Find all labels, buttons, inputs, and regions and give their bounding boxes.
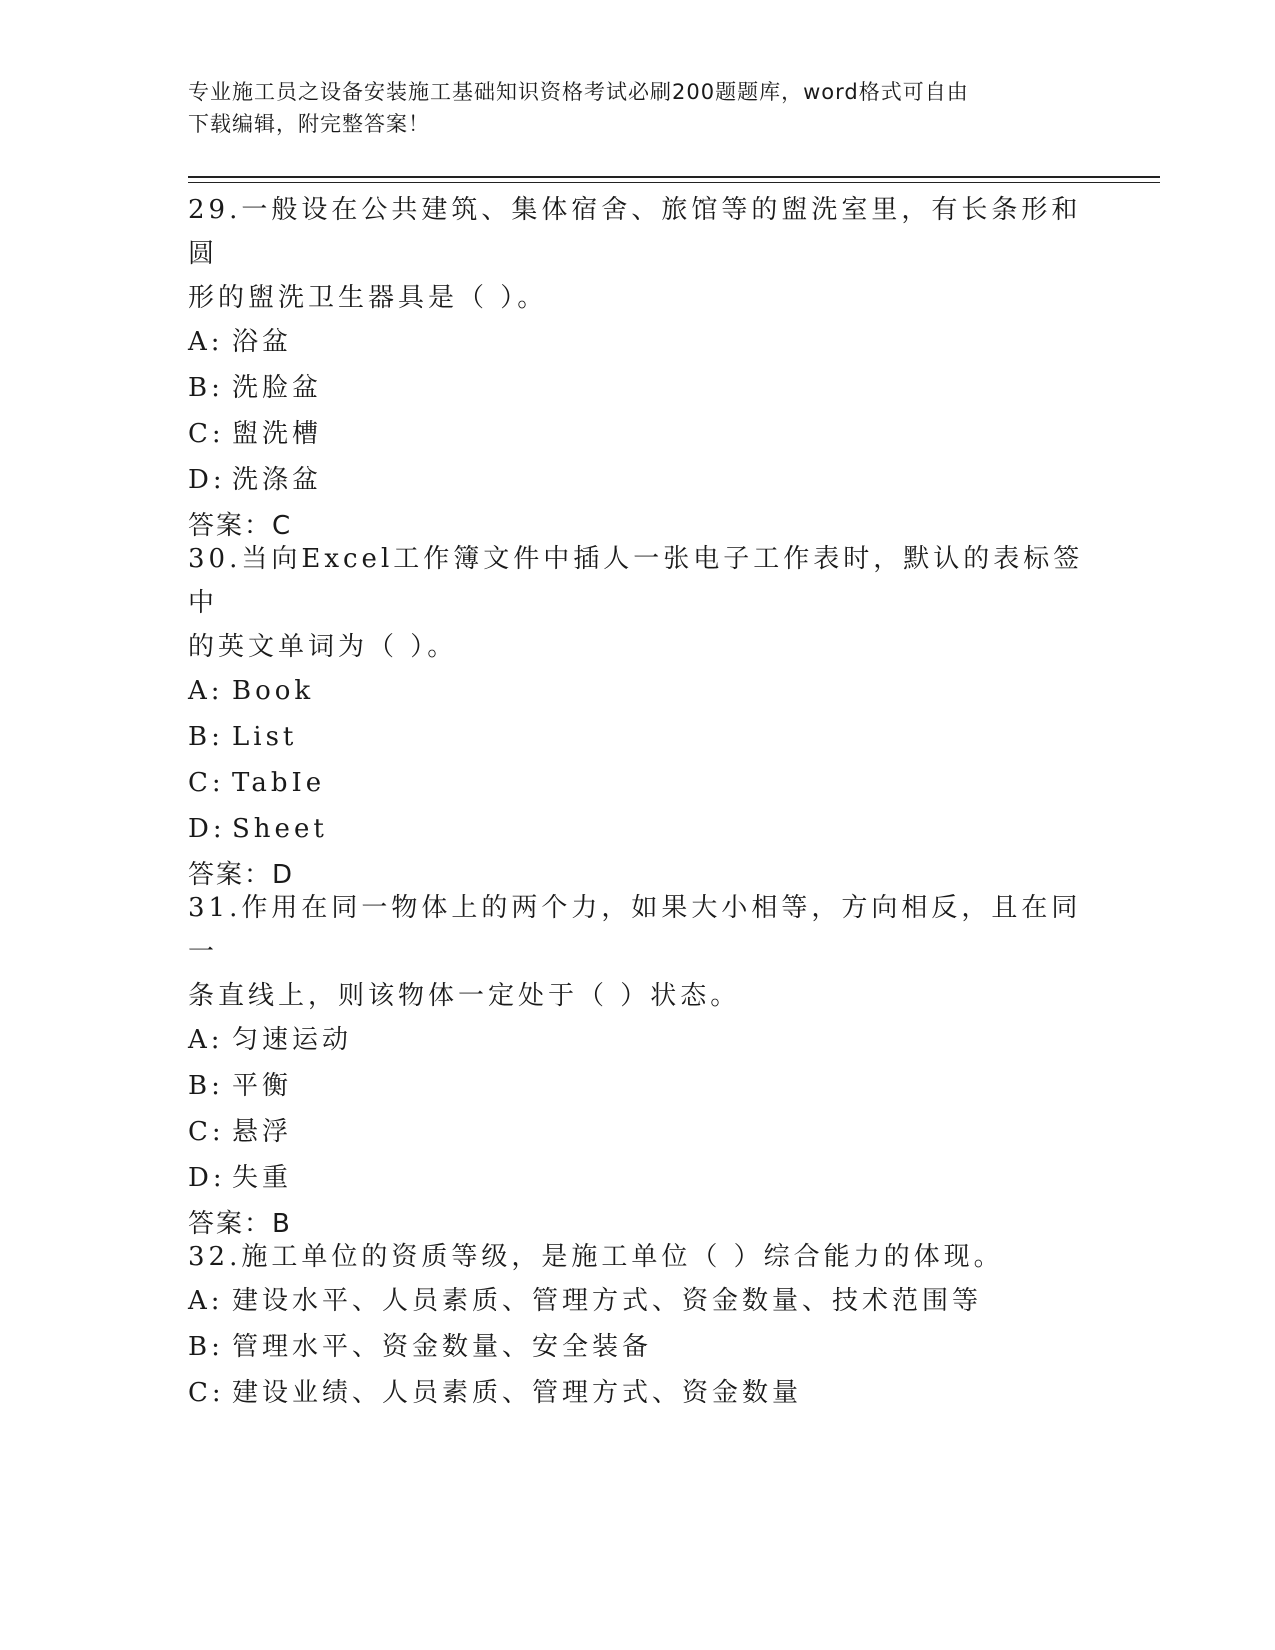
option-text: 匀速运动 bbox=[232, 1025, 353, 1055]
option-c bbox=[188, 412, 1088, 458]
option-c bbox=[188, 761, 1088, 807]
option-letter: B: bbox=[188, 1332, 224, 1362]
question-stem-line-1: 31.作用在同一物体上的两个力，如果大小相等，方向相反，且在同一 bbox=[188, 893, 1082, 967]
option-letter: B: bbox=[188, 1071, 224, 1101]
option-b bbox=[188, 1064, 1088, 1110]
question-29 bbox=[188, 188, 1088, 550]
question-31 bbox=[188, 886, 1088, 1248]
option-a bbox=[188, 669, 1088, 715]
header-divider-thin bbox=[188, 182, 1160, 183]
option-text: 平衡 bbox=[232, 1071, 293, 1101]
question-stem-line-1: 29.一般设在公共建筑、集体宿舍、旅馆等的盥洗室里，有长条形和圆 bbox=[188, 195, 1082, 269]
option-letter: C: bbox=[188, 419, 225, 449]
option-text: 建设业绩、人员素质、管理方式、资金数量 bbox=[232, 1378, 803, 1408]
option-text: 建设水平、人员素质、管理方式、资金数量、技术范围等 bbox=[232, 1286, 983, 1316]
answer-line: 答案：B bbox=[188, 1209, 292, 1239]
option-a bbox=[188, 1018, 1088, 1064]
option-b bbox=[188, 1325, 1088, 1371]
option-a bbox=[188, 320, 1088, 366]
option-letter: D: bbox=[188, 1163, 226, 1193]
option-b bbox=[188, 715, 1088, 761]
answer-line: 答案：C bbox=[188, 511, 293, 541]
option-c bbox=[188, 1371, 1088, 1417]
option-letter: A: bbox=[188, 1025, 224, 1055]
option-letter: B: bbox=[188, 373, 224, 403]
option-text: 洗脸盆 bbox=[232, 373, 323, 403]
option-c bbox=[188, 1110, 1088, 1156]
option-letter: D: bbox=[188, 465, 226, 495]
option-letter: C: bbox=[188, 1117, 225, 1147]
option-d bbox=[188, 807, 1088, 853]
option-b bbox=[188, 366, 1088, 412]
option-d bbox=[188, 458, 1088, 504]
option-d bbox=[188, 1156, 1088, 1202]
question-30 bbox=[188, 537, 1088, 899]
option-letter: C: bbox=[188, 1378, 225, 1408]
option-letter: A: bbox=[188, 1286, 224, 1316]
document-header bbox=[188, 76, 1088, 140]
header-divider-thick bbox=[188, 176, 1160, 178]
option-letter: A: bbox=[188, 327, 224, 357]
question-32 bbox=[188, 1235, 1088, 1417]
answer-line: 答案：D bbox=[188, 860, 295, 890]
option-text: TabIe bbox=[232, 768, 326, 798]
option-text: List bbox=[232, 722, 298, 752]
option-text: Book bbox=[232, 676, 315, 706]
header-line-1: 专业施工员之设备安装施工基础知识资格考试必刷200题题库，word格式可自由 bbox=[188, 80, 969, 104]
option-text: 悬浮 bbox=[232, 1117, 293, 1147]
question-stem-line-1: 32.施工单位的资质等级，是施工单位（ ）综合能力的体现。 bbox=[188, 1242, 1004, 1272]
question-stem-line-2: 条直线上，则该物体一定处于（ ）状态。 bbox=[188, 981, 741, 1011]
header-line-2: 下载编辑，附完整答案！ bbox=[188, 112, 430, 136]
option-letter: D: bbox=[188, 814, 226, 844]
option-text: Sheet bbox=[232, 814, 328, 844]
option-text: 失重 bbox=[232, 1163, 293, 1193]
option-letter: A: bbox=[188, 676, 224, 706]
question-stem-line-2: 的英文单词为（ ）。 bbox=[188, 632, 458, 662]
option-text: 盥洗槽 bbox=[232, 419, 323, 449]
option-a bbox=[188, 1279, 1088, 1325]
option-text: 洗涤盆 bbox=[232, 465, 323, 495]
option-text: 管理水平、资金数量、安全装备 bbox=[232, 1332, 653, 1362]
option-letter: C: bbox=[188, 768, 225, 798]
option-text: 浴盆 bbox=[232, 327, 293, 357]
question-stem-line-2: 形的盥洗卫生器具是（ ）。 bbox=[188, 283, 548, 313]
question-stem-line-1: 30.当向Excel工作簿文件中插人一张电子工作表时，默认的表标签中 bbox=[188, 544, 1084, 618]
option-letter: B: bbox=[188, 722, 224, 752]
